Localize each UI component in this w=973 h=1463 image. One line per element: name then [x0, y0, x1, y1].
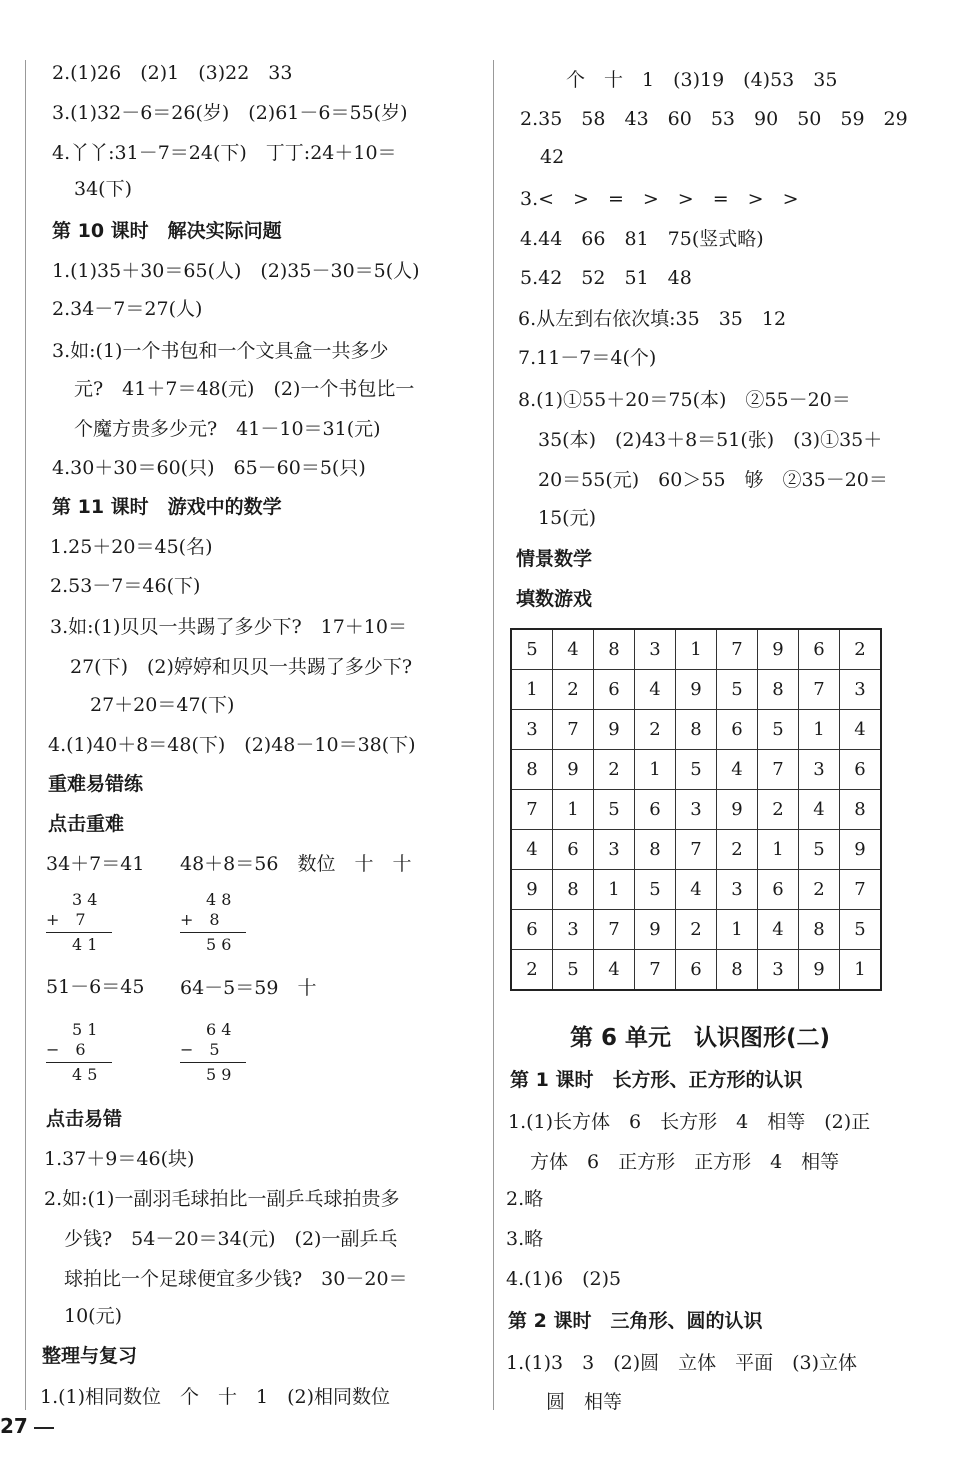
grid-row	[511, 870, 881, 910]
grid-cell: 6	[511, 910, 553, 950]
section-heading: 整理与复习	[42, 1345, 138, 1367]
answer-line: 20＝55(元) 60＞55 够 ②35－20＝	[538, 469, 888, 491]
answer-line: 2.34－7＝27(人)	[52, 298, 203, 320]
grid-cell: 5	[758, 710, 799, 750]
answer-line: 球拍比一个足球便宜多少钱? 30－20＝	[64, 1268, 408, 1290]
grid-cell: 9	[676, 670, 717, 710]
grid-row	[511, 790, 881, 830]
number-grid	[510, 628, 882, 991]
lesson-heading: 第 1 课时 长方形、正方形的认识	[510, 1069, 803, 1091]
grid-cell: 5	[676, 750, 717, 790]
grid-cell: 6	[676, 950, 717, 991]
grid-cell: 8	[717, 950, 758, 991]
answer-line: 3.如:(1)贝贝一共踢了多少下? 17＋10＝	[50, 616, 407, 638]
grid-cell: 9	[511, 870, 553, 910]
grid-cell: 7	[553, 710, 594, 750]
grid-cell: 1	[594, 870, 635, 910]
grid-cell: 3	[635, 629, 676, 670]
grid-cell: 3	[840, 670, 882, 710]
grid-cell: 6	[594, 670, 635, 710]
grid-cell: 3	[511, 710, 553, 750]
grid-cell: 3	[799, 750, 840, 790]
calc-top: 5 1	[72, 1020, 98, 1039]
grid-row	[511, 670, 881, 710]
grid-cell: 6	[717, 710, 758, 750]
grid-row	[511, 950, 881, 991]
grid-row	[511, 750, 881, 790]
grid-cell: 8	[799, 910, 840, 950]
lesson-heading: 第 10 课时 解决实际问题	[52, 220, 282, 242]
section-heading: 重难易错练	[48, 773, 144, 795]
grid-cell: 1	[758, 830, 799, 870]
answer-line: 方体 6 正方形 正方形 4 相等	[530, 1151, 840, 1173]
calc-operand: − 6	[46, 1040, 86, 1059]
grid-cell: 6	[758, 870, 799, 910]
grid-cell: 7	[511, 790, 553, 830]
calc-operand: + 8	[180, 910, 220, 929]
grid-cell: 9	[717, 790, 758, 830]
column-divider-left	[25, 60, 26, 1410]
grid-cell: 8	[758, 670, 799, 710]
grid-cell: 8	[553, 870, 594, 910]
answer-line: 3.(1)32－6＝26(岁) (2)61－6＝55(岁)	[52, 102, 408, 124]
answer-line: 个魔方贵多少元? 41－10＝31(元)	[74, 418, 381, 440]
grid-cell: 2	[594, 750, 635, 790]
answer-line: 1.(1)3 3 (2)圆 立体 平面 (3)立体	[506, 1352, 858, 1374]
grid-cell: 1	[799, 710, 840, 750]
grid-cell: 5	[717, 670, 758, 710]
lesson-heading: 第 2 课时 三角形、圆的认识	[508, 1310, 763, 1332]
grid-cell: 4	[840, 710, 882, 750]
grid-cell: 1	[717, 910, 758, 950]
answer-line: 8.(1)①55＋20＝75(本) ②55－20＝	[518, 389, 851, 411]
grid-row	[511, 830, 881, 870]
grid-cell: 1	[840, 950, 882, 991]
answer-line: 3.如:(1)一个书包和一个文具盒一共多少	[52, 340, 389, 362]
answer-line: 元? 41＋7＝48(元) (2)一个书包比一	[74, 378, 415, 400]
grid-cell: 3	[717, 870, 758, 910]
answer-line: 3.< > = > > = > >	[520, 188, 799, 210]
answer-line: 4.(1)6 (2)5	[506, 1268, 622, 1290]
grid-cell: 4	[635, 670, 676, 710]
grid-cell: 5	[594, 790, 635, 830]
subsection-heading: 点击重难	[48, 813, 125, 835]
grid-cell: 4	[553, 629, 594, 670]
answer-line: 42	[540, 146, 565, 168]
answer-line: 1.(1)相同数位 个 十 1 (2)相同数位	[40, 1386, 391, 1408]
grid-cell: 7	[676, 830, 717, 870]
vertical-calculation	[46, 1020, 112, 1085]
grid-cell: 7	[840, 870, 882, 910]
answer-line: 4.丫丫:31－7＝24(下) 丁丁:24＋10＝	[52, 142, 397, 164]
answer-line: 5.42 52 51 48	[520, 267, 692, 289]
grid-cell: 9	[799, 950, 840, 991]
answer-line: 2.53－7＝46(下)	[50, 575, 201, 597]
page-number: 27	[0, 1414, 28, 1438]
calc-result: 5 9	[206, 1065, 232, 1084]
answer-line: 4.44 66 81 75(竖式略)	[520, 228, 764, 250]
answer-line: 2.如:(1)一副羽毛球拍比一副乒乓球拍贵多	[44, 1188, 400, 1210]
grid-cell: 2	[511, 950, 553, 991]
grid-cell: 8	[840, 790, 882, 830]
answer-line: 2.(1)26 (2)1 (3)22 33	[52, 62, 293, 84]
vertical-calculation	[180, 1020, 246, 1085]
grid-cell: 4	[511, 830, 553, 870]
answer-line: 51－6＝45	[46, 976, 145, 998]
answer-line: 少钱? 54－20＝34(元) (2)一副乒乓	[64, 1228, 398, 1250]
section-heading: 情景数学	[516, 548, 593, 570]
grid-cell: 8	[635, 830, 676, 870]
answer-line: 27＋20＝47(下)	[90, 694, 235, 716]
answer-line: 1.(1)长方体 6 长方形 4 相等 (2)正	[508, 1111, 871, 1133]
grid-cell: 5	[511, 629, 553, 670]
grid-cell: 5	[799, 830, 840, 870]
grid-cell: 3	[553, 910, 594, 950]
grid-cell: 6	[840, 750, 882, 790]
grid-cell: 2	[553, 670, 594, 710]
subsection-heading: 填数游戏	[516, 588, 593, 610]
grid-cell: 4	[758, 910, 799, 950]
answer-line: 3.略	[506, 1228, 544, 1250]
column-divider-middle	[493, 60, 494, 1410]
grid-cell: 5	[840, 910, 882, 950]
grid-cell: 2	[717, 830, 758, 870]
grid-cell: 4	[717, 750, 758, 790]
calc-top: 6 4	[206, 1020, 232, 1039]
unit-title: 第 6 单元 认识图形(二)	[570, 1025, 831, 1051]
grid-cell: 9	[758, 629, 799, 670]
grid-cell: 9	[594, 710, 635, 750]
grid-cell: 7	[635, 950, 676, 991]
grid-cell: 1	[553, 790, 594, 830]
answer-line: 10(元)	[64, 1305, 123, 1327]
grid-cell: 1	[635, 750, 676, 790]
answer-line: 15(元)	[538, 507, 597, 529]
grid-cell: 6	[553, 830, 594, 870]
grid-cell: 3	[758, 950, 799, 991]
subsection-heading: 点击易错	[46, 1108, 123, 1130]
answer-line: 34＋7＝41	[46, 853, 145, 875]
grid-cell: 8	[511, 750, 553, 790]
grid-cell: 2	[635, 710, 676, 750]
grid-cell: 2	[676, 910, 717, 950]
answer-line: 1.25＋20＝45(名)	[50, 536, 213, 558]
grid-cell: 7	[594, 910, 635, 950]
grid-cell: 1	[511, 670, 553, 710]
grid-cell: 9	[553, 750, 594, 790]
answer-line: 7.11－7＝4(个)	[518, 347, 657, 369]
calc-operand: + 7	[46, 910, 86, 929]
calc-result: 4 5	[72, 1065, 98, 1084]
answer-line: 个 十 1 (3)19 (4)53 35	[566, 69, 838, 91]
answer-line: 35(本) (2)43＋8＝51(张) (3)①35＋	[538, 429, 883, 451]
grid-cell: 2	[758, 790, 799, 830]
grid-cell: 4	[799, 790, 840, 830]
calc-result: 5 6	[206, 935, 232, 954]
answer-line: 27(下) (2)婷婷和贝贝一共踢了多少下?	[70, 656, 413, 678]
grid-row	[511, 910, 881, 950]
answer-line: 1.37＋9＝46(块)	[44, 1148, 195, 1170]
answer-line: 6.从左到右依次填:35 35 12	[518, 308, 787, 330]
answer-line: 4.30＋30＝60(只) 65－60＝5(只)	[52, 457, 366, 479]
grid-row	[511, 629, 881, 670]
grid-cell: 5	[553, 950, 594, 991]
calc-top: 3 4	[72, 890, 98, 909]
grid-cell: 1	[676, 629, 717, 670]
answer-line: 48＋8＝56 数位 十 十	[180, 853, 412, 875]
grid-cell: 9	[635, 910, 676, 950]
grid-cell: 6	[799, 629, 840, 670]
answer-line: 2.略	[506, 1188, 544, 1210]
grid-cell: 2	[840, 629, 882, 670]
grid-cell: 6	[635, 790, 676, 830]
calc-top: 4 8	[206, 890, 232, 909]
grid-cell: 3	[594, 830, 635, 870]
grid-cell: 7	[799, 670, 840, 710]
calc-result: 4 1	[72, 935, 98, 954]
grid-cell: 8	[676, 710, 717, 750]
grid-cell: 5	[635, 870, 676, 910]
vertical-calculation	[180, 890, 246, 955]
answer-line: 圆 相等	[546, 1391, 623, 1413]
grid-cell: 9	[840, 830, 882, 870]
answer-line: 34(下)	[74, 178, 133, 200]
grid-cell: 7	[758, 750, 799, 790]
answer-line: 1.(1)35＋30＝65(人) (2)35－30＝5(人)	[52, 260, 420, 282]
grid-row	[511, 710, 881, 750]
grid-cell: 4	[594, 950, 635, 991]
answer-line: 2.35 58 43 60 53 90 50 59 29	[520, 108, 908, 130]
calc-operand: − 5	[180, 1040, 220, 1059]
lesson-heading: 第 11 课时 游戏中的数学	[52, 496, 282, 518]
answer-line: 64－5＝59 十	[180, 977, 317, 999]
grid-cell: 8	[594, 629, 635, 670]
grid-cell: 7	[717, 629, 758, 670]
vertical-calculation	[46, 890, 112, 955]
grid-cell: 4	[676, 870, 717, 910]
answer-line: 4.(1)40＋8＝48(下) (2)48－10＝38(下)	[48, 734, 416, 756]
page-number-dash	[34, 1427, 54, 1429]
grid-cell: 2	[799, 870, 840, 910]
grid-cell: 3	[676, 790, 717, 830]
